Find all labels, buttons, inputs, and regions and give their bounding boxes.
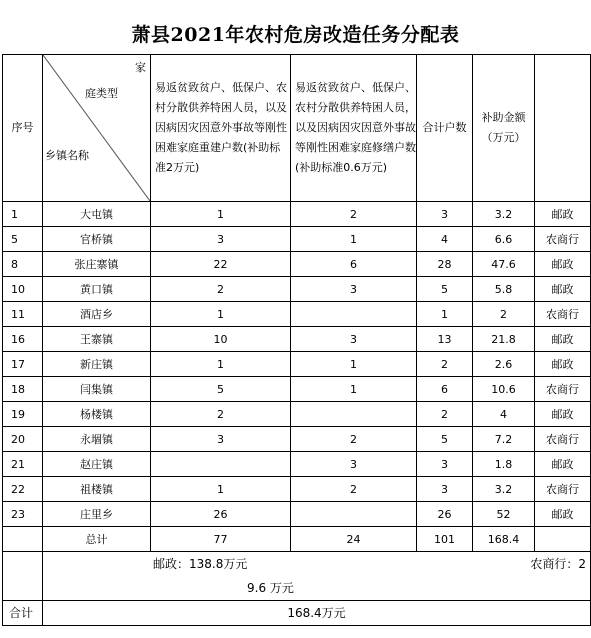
row-rebuild: 1 — [151, 477, 291, 502]
row-rebuild: 1 — [151, 352, 291, 377]
header-seq: 序号 — [3, 55, 43, 202]
header-diag-bottom: 乡镇名称 — [45, 149, 89, 162]
subtotal-repair: 24 — [291, 527, 417, 552]
row-amount: 1.8 — [473, 452, 535, 477]
row-repair — [291, 502, 417, 527]
row-amount: 2 — [473, 302, 535, 327]
header-bank — [535, 55, 591, 202]
row-town: 庄里乡 — [43, 502, 151, 527]
row-seq: 5 — [3, 227, 43, 252]
row-amount: 2.6 — [473, 352, 535, 377]
page-title: 萧县2021年农村危房改造任务分配表 — [131, 24, 460, 46]
grand-total-value: 168.4万元 — [43, 601, 591, 626]
row-bank: 邮政 — [535, 277, 591, 302]
row-households: 3 — [417, 202, 473, 227]
row-seq: 18 — [3, 377, 43, 402]
diagonal-line — [43, 55, 150, 201]
row-households: 26 — [417, 502, 473, 527]
rural-bank-summary-part1: 农商行：2 — [530, 557, 586, 571]
subtotal-row — [3, 527, 591, 552]
row-seq: 22 — [3, 477, 43, 502]
row-bank: 农商行 — [535, 427, 591, 452]
row-town: 官桥镇 — [43, 227, 151, 252]
row-repair: 3 — [291, 277, 417, 302]
row-repair — [291, 302, 417, 327]
table-row — [3, 202, 591, 227]
table-row — [3, 252, 591, 277]
row-amount: 10.6 — [473, 377, 535, 402]
post-bank-summary: 邮政：138.8万元 — [153, 557, 248, 571]
row-bank: 农商行 — [535, 227, 591, 252]
subtotal-amount: 168.4 — [473, 527, 535, 552]
row-rebuild: 2 — [151, 402, 291, 427]
row-seq: 8 — [3, 252, 43, 277]
table-row — [3, 327, 591, 352]
row-seq: 21 — [3, 452, 43, 477]
row-rebuild — [151, 452, 291, 477]
row-households: 2 — [417, 352, 473, 377]
row-town: 杨楼镇 — [43, 402, 151, 427]
row-bank: 邮政 — [535, 252, 591, 277]
row-households: 1 — [417, 302, 473, 327]
row-town: 王寨镇 — [43, 327, 151, 352]
row-bank: 农商行 — [535, 377, 591, 402]
row-households: 13 — [417, 327, 473, 352]
table-row — [3, 477, 591, 502]
row-rebuild: 22 — [151, 252, 291, 277]
row-seq: 11 — [3, 302, 43, 327]
row-seq: 19 — [3, 402, 43, 427]
row-households: 3 — [417, 452, 473, 477]
row-town: 黄口镇 — [43, 277, 151, 302]
table-row — [3, 277, 591, 302]
row-town: 永堌镇 — [43, 427, 151, 452]
row-households: 6 — [417, 377, 473, 402]
row-households: 2 — [417, 402, 473, 427]
row-bank: 邮政 — [535, 327, 591, 352]
bank-summary — [43, 552, 591, 601]
row-repair — [291, 402, 417, 427]
row-bank: 邮政 — [535, 352, 591, 377]
row-repair: 2 — [291, 427, 417, 452]
row-repair: 1 — [291, 227, 417, 252]
header-row — [3, 55, 591, 202]
row-seq: 10 — [3, 277, 43, 302]
header-repair: 易返贫致贫户、低保户、农村分散供养特困人员，以及因病因灾因意外事故等刚性困难家庭修缮户数(补助标准0.6万元) — [291, 55, 417, 202]
row-households: 5 — [417, 277, 473, 302]
row-amount: 21.8 — [473, 327, 535, 352]
table-row — [3, 377, 591, 402]
row-seq: 17 — [3, 352, 43, 377]
row-seq: 1 — [3, 202, 43, 227]
row-bank: 邮政 — [535, 402, 591, 427]
row-amount: 52 — [473, 502, 535, 527]
row-amount: 47.6 — [473, 252, 535, 277]
rural-bank-summary-part2: 9.6 万元 — [247, 581, 294, 595]
row-bank: 邮政 — [535, 502, 591, 527]
table-row — [3, 227, 591, 252]
row-repair: 1 — [291, 377, 417, 402]
row-bank: 农商行 — [535, 477, 591, 502]
row-rebuild: 26 — [151, 502, 291, 527]
row-repair: 2 — [291, 477, 417, 502]
header-diagonal-cell — [43, 55, 151, 202]
row-households: 3 — [417, 477, 473, 502]
row-households: 28 — [417, 252, 473, 277]
row-amount: 7.2 — [473, 427, 535, 452]
row-bank: 邮政 — [535, 202, 591, 227]
row-town: 祖楼镇 — [43, 477, 151, 502]
row-amount: 5.8 — [473, 277, 535, 302]
row-rebuild: 3 — [151, 427, 291, 452]
row-households: 4 — [417, 227, 473, 252]
row-seq: 16 — [3, 327, 43, 352]
row-town: 闫集镇 — [43, 377, 151, 402]
header-rebuild: 易返贫致贫户、低保户、农村分散供养特困人员，以及因病因灾因意外事故等刚性困难家庭重建户数(补助标准2万元) — [151, 55, 291, 202]
row-town: 新庄镇 — [43, 352, 151, 377]
grand-total-label: 合计 — [3, 601, 43, 626]
row-repair: 3 — [291, 327, 417, 352]
allocation-table — [2, 54, 591, 626]
table-row — [3, 452, 591, 477]
row-amount: 4 — [473, 402, 535, 427]
row-town: 张庄寨镇 — [43, 252, 151, 277]
row-rebuild: 3 — [151, 227, 291, 252]
table-row — [3, 402, 591, 427]
row-seq: 23 — [3, 502, 43, 527]
row-rebuild: 1 — [151, 302, 291, 327]
subtotal-rebuild: 77 — [151, 527, 291, 552]
row-bank: 邮政 — [535, 452, 591, 477]
row-repair: 6 — [291, 252, 417, 277]
table-row — [3, 502, 591, 527]
header-diag-mid: 庭类型 — [85, 87, 118, 100]
table-row — [3, 302, 591, 327]
table-row — [3, 427, 591, 452]
row-amount: 3.2 — [473, 477, 535, 502]
row-repair: 1 — [291, 352, 417, 377]
row-amount: 6.6 — [473, 227, 535, 252]
row-bank: 农商行 — [535, 302, 591, 327]
row-rebuild: 1 — [151, 202, 291, 227]
row-rebuild: 10 — [151, 327, 291, 352]
header-diag-top: 家 — [135, 61, 146, 74]
header-subsidy-amount: 补助金额（万元） — [473, 55, 535, 202]
row-town: 大屯镇 — [43, 202, 151, 227]
row-households: 5 — [417, 427, 473, 452]
bank-summary-row — [3, 552, 591, 601]
subtotal-label: 总计 — [43, 527, 151, 552]
subtotal-households: 101 — [417, 527, 473, 552]
row-seq: 20 — [3, 427, 43, 452]
row-town: 赵庄镇 — [43, 452, 151, 477]
header-total-households: 合计户数 — [417, 55, 473, 202]
row-amount: 3.2 — [473, 202, 535, 227]
table-row — [3, 352, 591, 377]
row-repair: 2 — [291, 202, 417, 227]
row-repair: 3 — [291, 452, 417, 477]
grand-total-row — [3, 601, 591, 626]
row-town: 酒店乡 — [43, 302, 151, 327]
row-rebuild: 2 — [151, 277, 291, 302]
row-rebuild: 5 — [151, 377, 291, 402]
